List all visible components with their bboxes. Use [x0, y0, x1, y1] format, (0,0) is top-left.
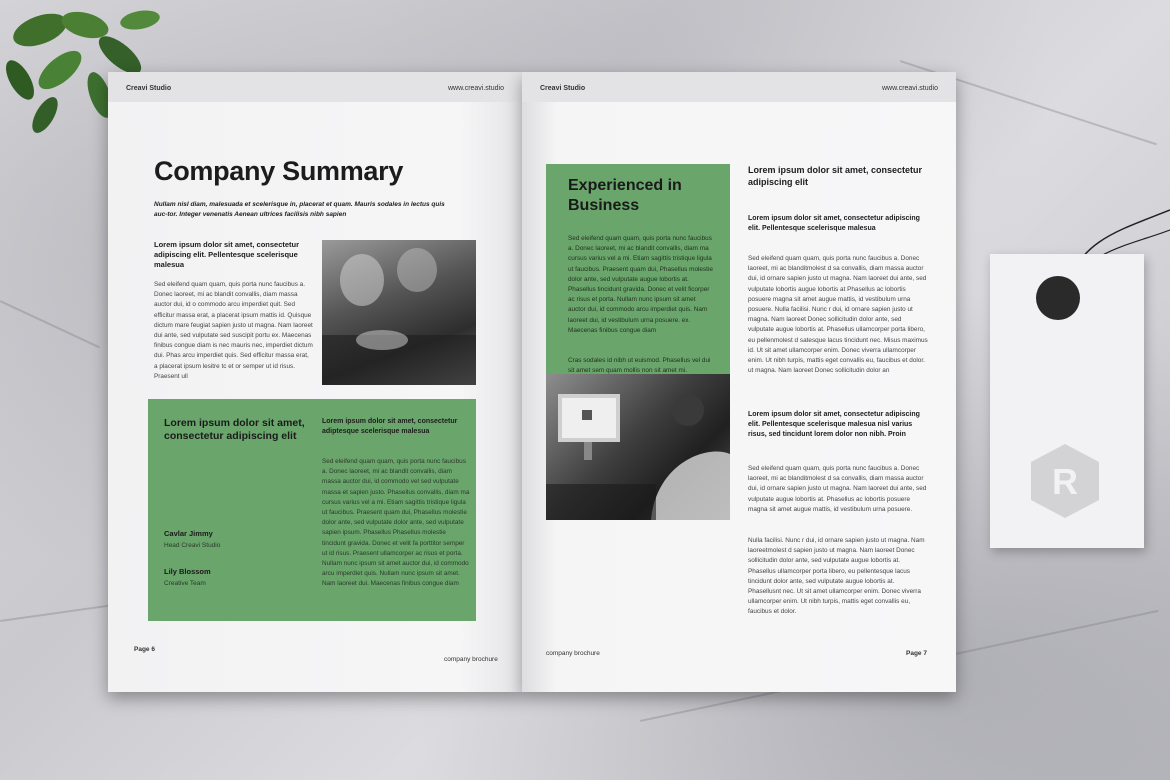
person-role: Creative Team	[164, 580, 206, 587]
page-number: Page 7	[906, 650, 927, 657]
page-title: Company Summary	[154, 156, 404, 186]
green-box-heading: Lorem ipsum dolor sit amet, consectetur adipiscing elit	[164, 417, 305, 442]
website-url: www.creavi.studio	[881, 85, 938, 92]
logo-letter: R	[1052, 461, 1078, 502]
footer-label: company brochure	[444, 656, 498, 663]
feature-body: Cras sodales id nibh ut euismod. Phasellus vel dui sit amet sem quam mollis non sit amet mi.	[568, 357, 711, 375]
running-header	[108, 72, 522, 102]
brand-name: Creavi Studio	[540, 85, 586, 92]
feature-title: Experienced in Business	[568, 177, 682, 214]
person-name: Lily Blossom	[164, 567, 211, 576]
footer-label: company brochure	[546, 650, 600, 657]
hexagon-r-logo-icon	[1026, 442, 1104, 520]
section-body: Sed eleifend quam quam, quis porta nunc faucibus a. Donec laoreet, mi ac blanditmolest d sa convallis, diam massa auctor dui, id ornare sapien justo ut magna. Nam laoreet dui ante, sed vulputate augue lobortis at. Phasellus ac lobortis posuere magna sit amet augue mattis, id vestibulum urna posuere.	[748, 465, 927, 513]
office-photo	[546, 374, 730, 520]
string-hole-icon	[1036, 276, 1080, 320]
section-body: Sed eleifend quam quam, quis porta nunc faucibus a. Donec laoreet, mi ac blandit convallis, diam massa auctor dui, id o commodo arcu imperdiet quit. Sed efficitur massa erat, a placerat ipsum mattis id. Quisque dictum mare feugiat sapien justo ut magna. Nam laoreet dui ante, sed vulputate sed suscipit portu ex. Maecenas finibus congue diam is nec mauris nec, imperdiet dictum dui. Phas arcu imperdiet quis. Sed efficitur massa erat, a placerat ipsum lesitre tc et or semper ut id risus. Praesent ull	[154, 281, 313, 380]
section-body: Sed eleifend quam quam, quis porta nunc faucibus a. Donec laoreet, mi ac blanditmolest d sa convallis, diam massa auctor dui, id ornare sapien justo ut magna. Nam laoreet dui ante, sed vulputate lobortis augue lobortis at Phasellus ac lobortis posuere magna sit amet augue mattis, id vestibulum urna posuere. Nulla facilisi. Nunc r dui, id ornare sapien justo ut magna. Nam laoreet Donec sollicitudin dolor ante, sed vulputate augue lobortis at. Phasellus ullamcorper porta libero, eu pellenmolest d satesque lacus tincidunt nec. Misus maximus id. Ut sit amet ullamcorper enim. Donec viverra ullamcorper enim. Ut nibh turpis, mattis eget convallis eu, faucibus et dolor. ut magna. Nam laoreet Donec sollicitudin dolor an	[748, 255, 928, 375]
feature-body: Sed eleifend quam quam, quis porta nunc faucibus a. Donec laoreet, mi ac blandit convallis, diam ma cursus varius vel a mi. Etiam sagittis tristique ligula ut faucibus. Praesent quam dui, Phasellus molestie dolor ante, sed vulputate augue lobortis at. Phasellus tincidunt gravida. Donec et velit ficorper ac risus et porta. Nullam nunc ipsum sit amet auctor dui, id commodo arcu imperdiet quis. Nam laoreet dui, id vestibulum urna posuere. ex. Maecenas finibus congue diam	[568, 235, 713, 334]
page-number: Page 6	[134, 646, 155, 653]
meeting-photo	[322, 240, 476, 385]
person-role: Head Creavi Studio	[164, 542, 221, 549]
marble-vein	[0, 300, 100, 348]
intro-text: Nullam nisl diam, malesuada et scelerisque in, placerat et quam. Mauris sodales in lectus quis auc-tor. Integer venenatis Aenean ultrices facilisis nibh sapien	[154, 201, 445, 218]
section-heading: Lorem ipsum dolor sit amet, consectetur adipiscing elit. Pellentesque scelerisque malesua nisl varius risus, sed tincidunt lorem dolor non nibh. Proin	[748, 411, 920, 438]
running-header	[522, 72, 956, 102]
column-heading: Lorem ipsum dolor sit amet, consectetur adipiscing elit	[748, 165, 923, 187]
brand-name: Creavi Studio	[126, 85, 172, 92]
left-page	[108, 72, 522, 692]
brochure-spread	[108, 72, 956, 692]
right-page	[522, 72, 956, 692]
green-box-body: Sed eleifend quam quam, quis porta nunc faucibus a. Donec laoreet, mi ac blandit convallis, diam massa auctor dui, id commodo vel sed vulputate massa et sapien justo. Phasellus convallis, diam ma cursus varius vel a mi. Etiam sagittis tristique ligula ut faucibus. Praesent quam dui, Phasellus molestie dolor ante, sed vulputate dolor ante, sed vulputate sapien ipsum. Phasellus Phasellus molestie tincidunt gravida. Donec et velit fa porttitor semper ut id risus. Praesent ullamcorper ac risus et porta. Nullam nunc ipsum sit amet auctor dui, id commodo arcu imperdiet quis. Nullam nunc ipsum sit amet. Nam laoreet dui. Maecenas finibus congue diam	[322, 458, 470, 588]
section-heading: Lorem ipsum dolor sit amet, consectetur adipiscing elit. Pellentesque scelerisque malesua	[154, 240, 300, 269]
hang-tag	[990, 254, 1144, 548]
green-info-box	[148, 399, 476, 621]
website-url: www.creavi.studio	[447, 85, 504, 92]
section-heading: Lorem ipsum dolor sit amet, consectetur adipiscing elit. Pellentesque scelerisque malesua	[748, 215, 920, 232]
section-body: Nulla facilisi. Nunc r dui, id ornare sapien justo ut magna. Nam laoreetmolest d sapien justo ut magna. Nam laoreet Donec sollicitudin dolor ante, sed vulputate augue lobortis at. Phasellus ullamcorper porta libero, eu pellentesque lacus tincidunt dolor ante, sed vulputate augue lobortis at. Phasellusnt nec. Ut sit amet ullamcorper enim. Donec viverra ullamcorper enim. Ut nibh turpis, mattis eget convallis eu, faucibus et dolor.	[748, 537, 925, 616]
person-name: Cavlar Jimmy	[164, 529, 213, 538]
green-box-subheading: Lorem ipsum dolor sit amet, consectetur adiptesque scelerisque malesua	[322, 418, 458, 435]
